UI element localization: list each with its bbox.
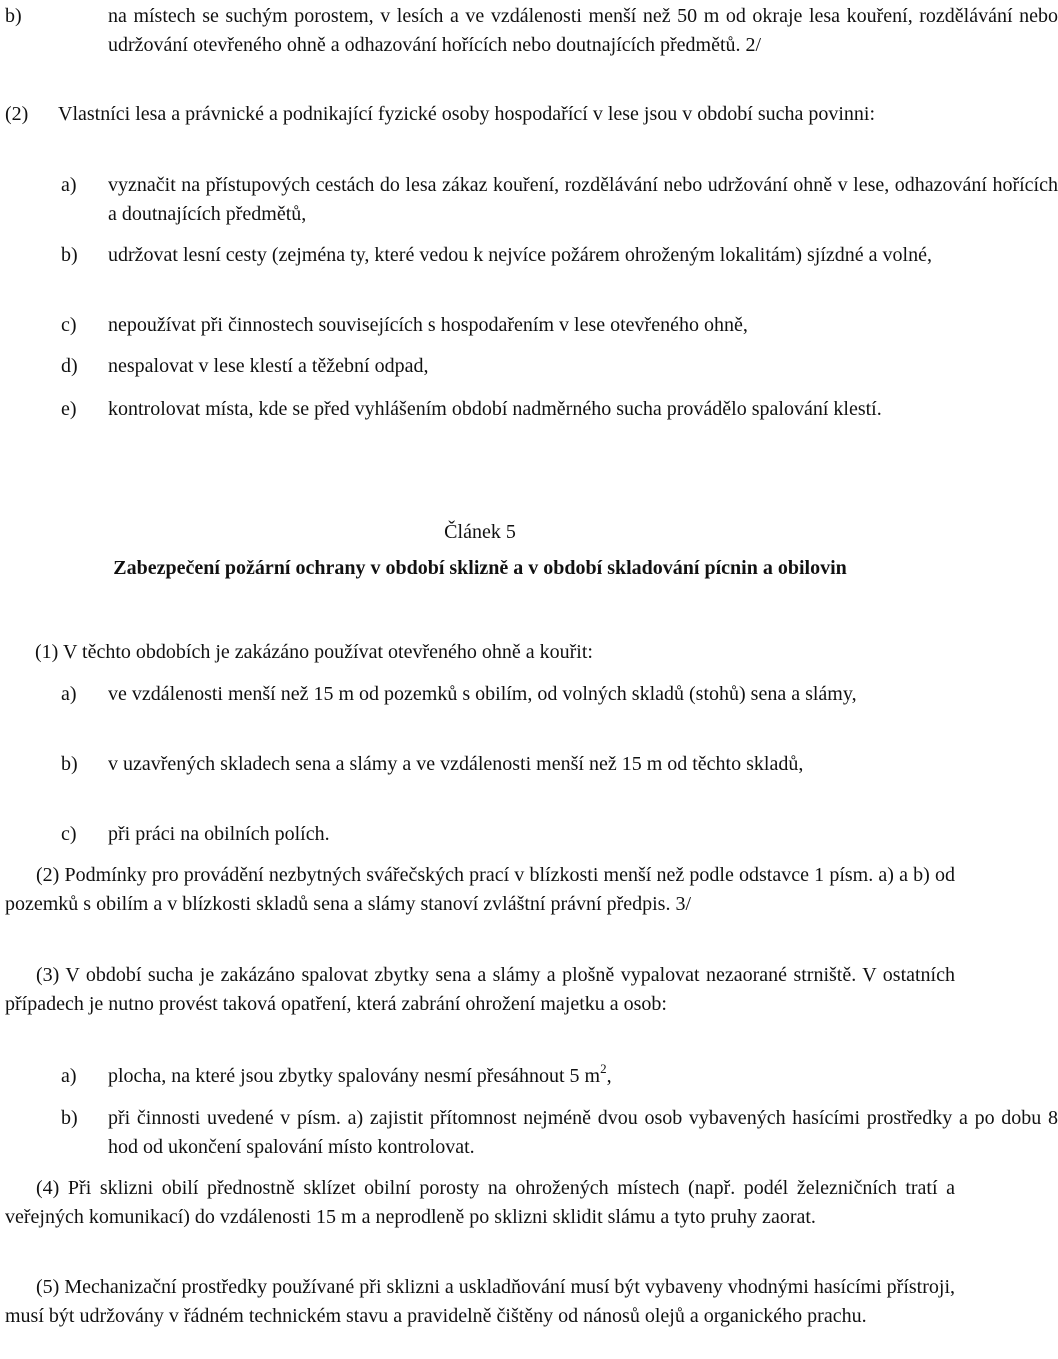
paragraph-2-intro xyxy=(5,100,1008,129)
item-marker: a) xyxy=(61,1065,77,1087)
item-marker: b) xyxy=(5,5,22,27)
item-marker: a) xyxy=(61,174,77,196)
list-item xyxy=(5,1104,1058,1162)
item-marker: b) xyxy=(61,244,78,266)
item-text: na místech se suchým porostem, v lesích a ve vzdálenosti menší než 50 m od okraje lesa kouření, rozdělávání nebo udržování otevřeného ohně a odhazování hořících nebo doutnajících předmětů. 2/ xyxy=(108,5,1058,56)
item-text: plocha, na které jsou zbytky spalovány nesmí přesáhnout 5 m xyxy=(108,1065,601,1087)
paragraph-2 xyxy=(5,861,955,919)
paragraph-number: (2) xyxy=(36,864,60,886)
list-item xyxy=(5,395,1058,424)
paragraph-text: Při sklizni obilí přednostně sklízet obilní porosty na ohrožených místech (např. podél železničních tratí a veřejných komunikací) do vzdálenosti 15 m a neprodleně po sklizni sklidit slámu a tyto pruhy zaorat. xyxy=(5,1177,955,1228)
list-item xyxy=(5,1062,1058,1091)
item-marker: b) xyxy=(61,753,78,775)
item-marker: a) xyxy=(61,683,77,705)
list-item xyxy=(5,750,1058,779)
item-marker: b) xyxy=(61,1107,78,1129)
list-item xyxy=(5,820,1058,849)
paragraph-text: V období sucha je zakázáno spalovat zbytky sena a slámy a plošně vypalovat nezaorané strniště. V ostatních případech je nutno provést taková opatření, která zabrání ohrožení majetku a osob: xyxy=(5,964,955,1015)
paragraph-number: (2) xyxy=(5,103,29,125)
item-text: vyznačit na přístupových cestách do lesa zákaz kouření, rozdělávání nebo udržování ohně v lese, odhazování hořících a doutnajících předmětů, xyxy=(108,174,1058,225)
paragraph-text: Mechanizační prostředky používané při sklizni a uskladňování musí být vybaveny vhodnými hasícími přístroji, musí být udržovány v řádném technickém stavu a pravidelně čištěny od nánosů olejů a organického prachu. xyxy=(5,1276,956,1327)
paragraph-text: Vlastníci lesa a právnické a podnikající fyzické osoby hospodařící v lese jsou v období sucha povinni: xyxy=(58,103,876,125)
paragraph-4 xyxy=(5,1174,955,1232)
item-text: při činnosti uvedené v písm. a) zajistit přítomnost nejméně dvou osob vybavených hasícími prostředky a po dobu 8 hod od ukončení spalování místo kontrolovat. xyxy=(108,1107,1058,1158)
item-marker: d) xyxy=(61,355,78,377)
paragraph-5 xyxy=(5,1273,955,1331)
paragraph-number: (1) xyxy=(35,641,59,663)
paragraph-text: V těchto obdobích je zakázáno používat otevřeného ohně a kouřit: xyxy=(62,641,593,663)
item-text: v uzavřených skladech sena a slámy a ve vzdálenosti menší než 15 m od těchto skladů, xyxy=(108,753,804,775)
item-marker: c) xyxy=(61,823,77,845)
item-text: nespalovat v lese klestí a těžební odpad, xyxy=(108,355,429,377)
item-text: nepoužívat při činnostech souvisejících s hospodařením v lese otevřeného ohně, xyxy=(108,314,748,336)
superscript: 2 xyxy=(600,1061,607,1076)
list-item xyxy=(5,680,1058,709)
item-text: kontrolovat místa, kde se před vyhlášením období nadměrného sucha provádělo spalování klestí. xyxy=(108,398,882,420)
paragraph-3 xyxy=(5,961,955,1019)
list-item xyxy=(5,171,1058,229)
item-marker: c) xyxy=(61,314,77,336)
item-text: udržovat lesní cesty (zejména ty, které vedou k nejvíce požárem ohroženým lokalitám) sjízdné a volné, xyxy=(108,244,932,266)
list-item xyxy=(5,311,1058,340)
article-number: Článek 5 xyxy=(444,521,516,543)
item-text: ve vzdálenosti menší než 15 m od pozemků s obilím, od volných skladů (stohů) sena a slámy, xyxy=(108,683,857,705)
item-marker: e) xyxy=(61,398,77,420)
item-text: při práci na obilních polích. xyxy=(108,823,330,845)
paragraph-number: (5) xyxy=(36,1276,60,1298)
paragraph-number: (3) xyxy=(36,964,60,986)
list-item xyxy=(5,241,1058,270)
paragraph-number: (4) xyxy=(36,1177,60,1199)
paragraph-text: Podmínky pro provádění nezbytných svářečských prací v blízkosti menší než podle odstavce 1 písm. a) a b) od pozemků s obilím a v blízkosti skladů sena a slámy stanoví zvláštní právní předpis. 3/ xyxy=(5,864,956,915)
item-tail: , xyxy=(606,1065,612,1087)
list-item xyxy=(5,352,1058,381)
paragraph-1-intro xyxy=(35,638,955,667)
list-item xyxy=(5,2,1058,60)
article-title: Zabezpečení požární ochrany v období sklizně a v období skladování pícnin a obilovin xyxy=(113,557,847,579)
